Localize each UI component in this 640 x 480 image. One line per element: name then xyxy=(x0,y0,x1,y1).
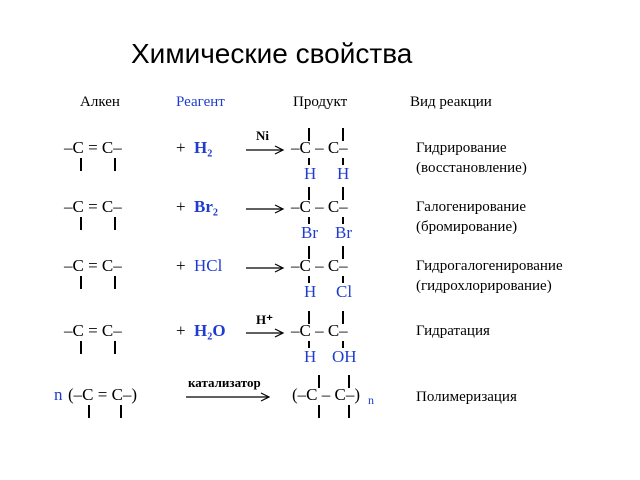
alkene-formula-1: –C = C– xyxy=(64,138,122,157)
product-substituent-left-3: H xyxy=(304,282,317,301)
reaction-type-2-line1: Галогенирование xyxy=(416,199,526,215)
reagent-3: HCl xyxy=(194,256,223,275)
alkene-formula-2: –C = C– xyxy=(64,197,122,216)
alkene-formula-5: (–C = C–) xyxy=(68,385,138,404)
header-reagent: Реагент xyxy=(176,94,225,110)
catalyst-label-4: H⁺ xyxy=(256,312,273,327)
reaction-type-4-line1: Гидратация xyxy=(416,323,490,339)
product-substituent-left-1: H xyxy=(304,164,317,183)
page-title: Химические свойства xyxy=(131,38,413,69)
reaction-type-5-line1: Полимеризация xyxy=(416,389,517,405)
reaction-type-2-line2: (бромирование) xyxy=(416,219,518,235)
product-substituent-right-3: Cl xyxy=(336,282,353,301)
plus-sign-4: + xyxy=(176,321,186,340)
reagent-4: H₂O xyxy=(194,321,226,340)
plus-sign-1: + xyxy=(176,138,186,157)
product-formula-1: –C – C– xyxy=(291,138,348,157)
catalyst-label-1: Ni xyxy=(256,128,269,143)
reagent-1: H₂ xyxy=(194,138,213,157)
header-alkene: Алкен xyxy=(80,94,120,110)
product-formula-5: (–C – C–) xyxy=(292,385,360,404)
product-formula-3: –C – C– xyxy=(291,256,348,275)
product-substituent-right-1: H xyxy=(337,164,350,183)
product-substituent-right-2: Br xyxy=(335,223,352,242)
alkene-formula-4: –C = C– xyxy=(64,321,122,340)
product-formula-2: –C – C– xyxy=(291,197,348,216)
reaction-type-1-line1: Гидрирование xyxy=(416,140,507,156)
reagent-2: Br₂ xyxy=(194,197,218,216)
reaction-type-3-line2: (гидрохлорирование) xyxy=(416,278,552,294)
header-product: Продукт xyxy=(293,94,348,110)
product-formula-4: –C – C– xyxy=(291,321,348,340)
polymer-index-suffix: n xyxy=(368,393,374,407)
catalyst-label-5: катализатор xyxy=(188,375,261,390)
product-substituent-left-2: Br xyxy=(301,223,318,242)
plus-sign-2: + xyxy=(176,197,186,216)
product-substituent-right-4: OH xyxy=(332,347,357,366)
plus-sign-3: + xyxy=(176,256,186,275)
polymer-count-prefix: n xyxy=(54,385,63,404)
reaction-type-1-line2: (восстановление) xyxy=(416,160,527,176)
alkene-formula-3: –C = C– xyxy=(64,256,122,275)
product-substituent-left-4: H xyxy=(304,347,317,366)
reaction-type-3-line1: Гидрогалогенирование xyxy=(416,258,563,274)
header-reaction-type: Вид реакции xyxy=(410,94,492,110)
